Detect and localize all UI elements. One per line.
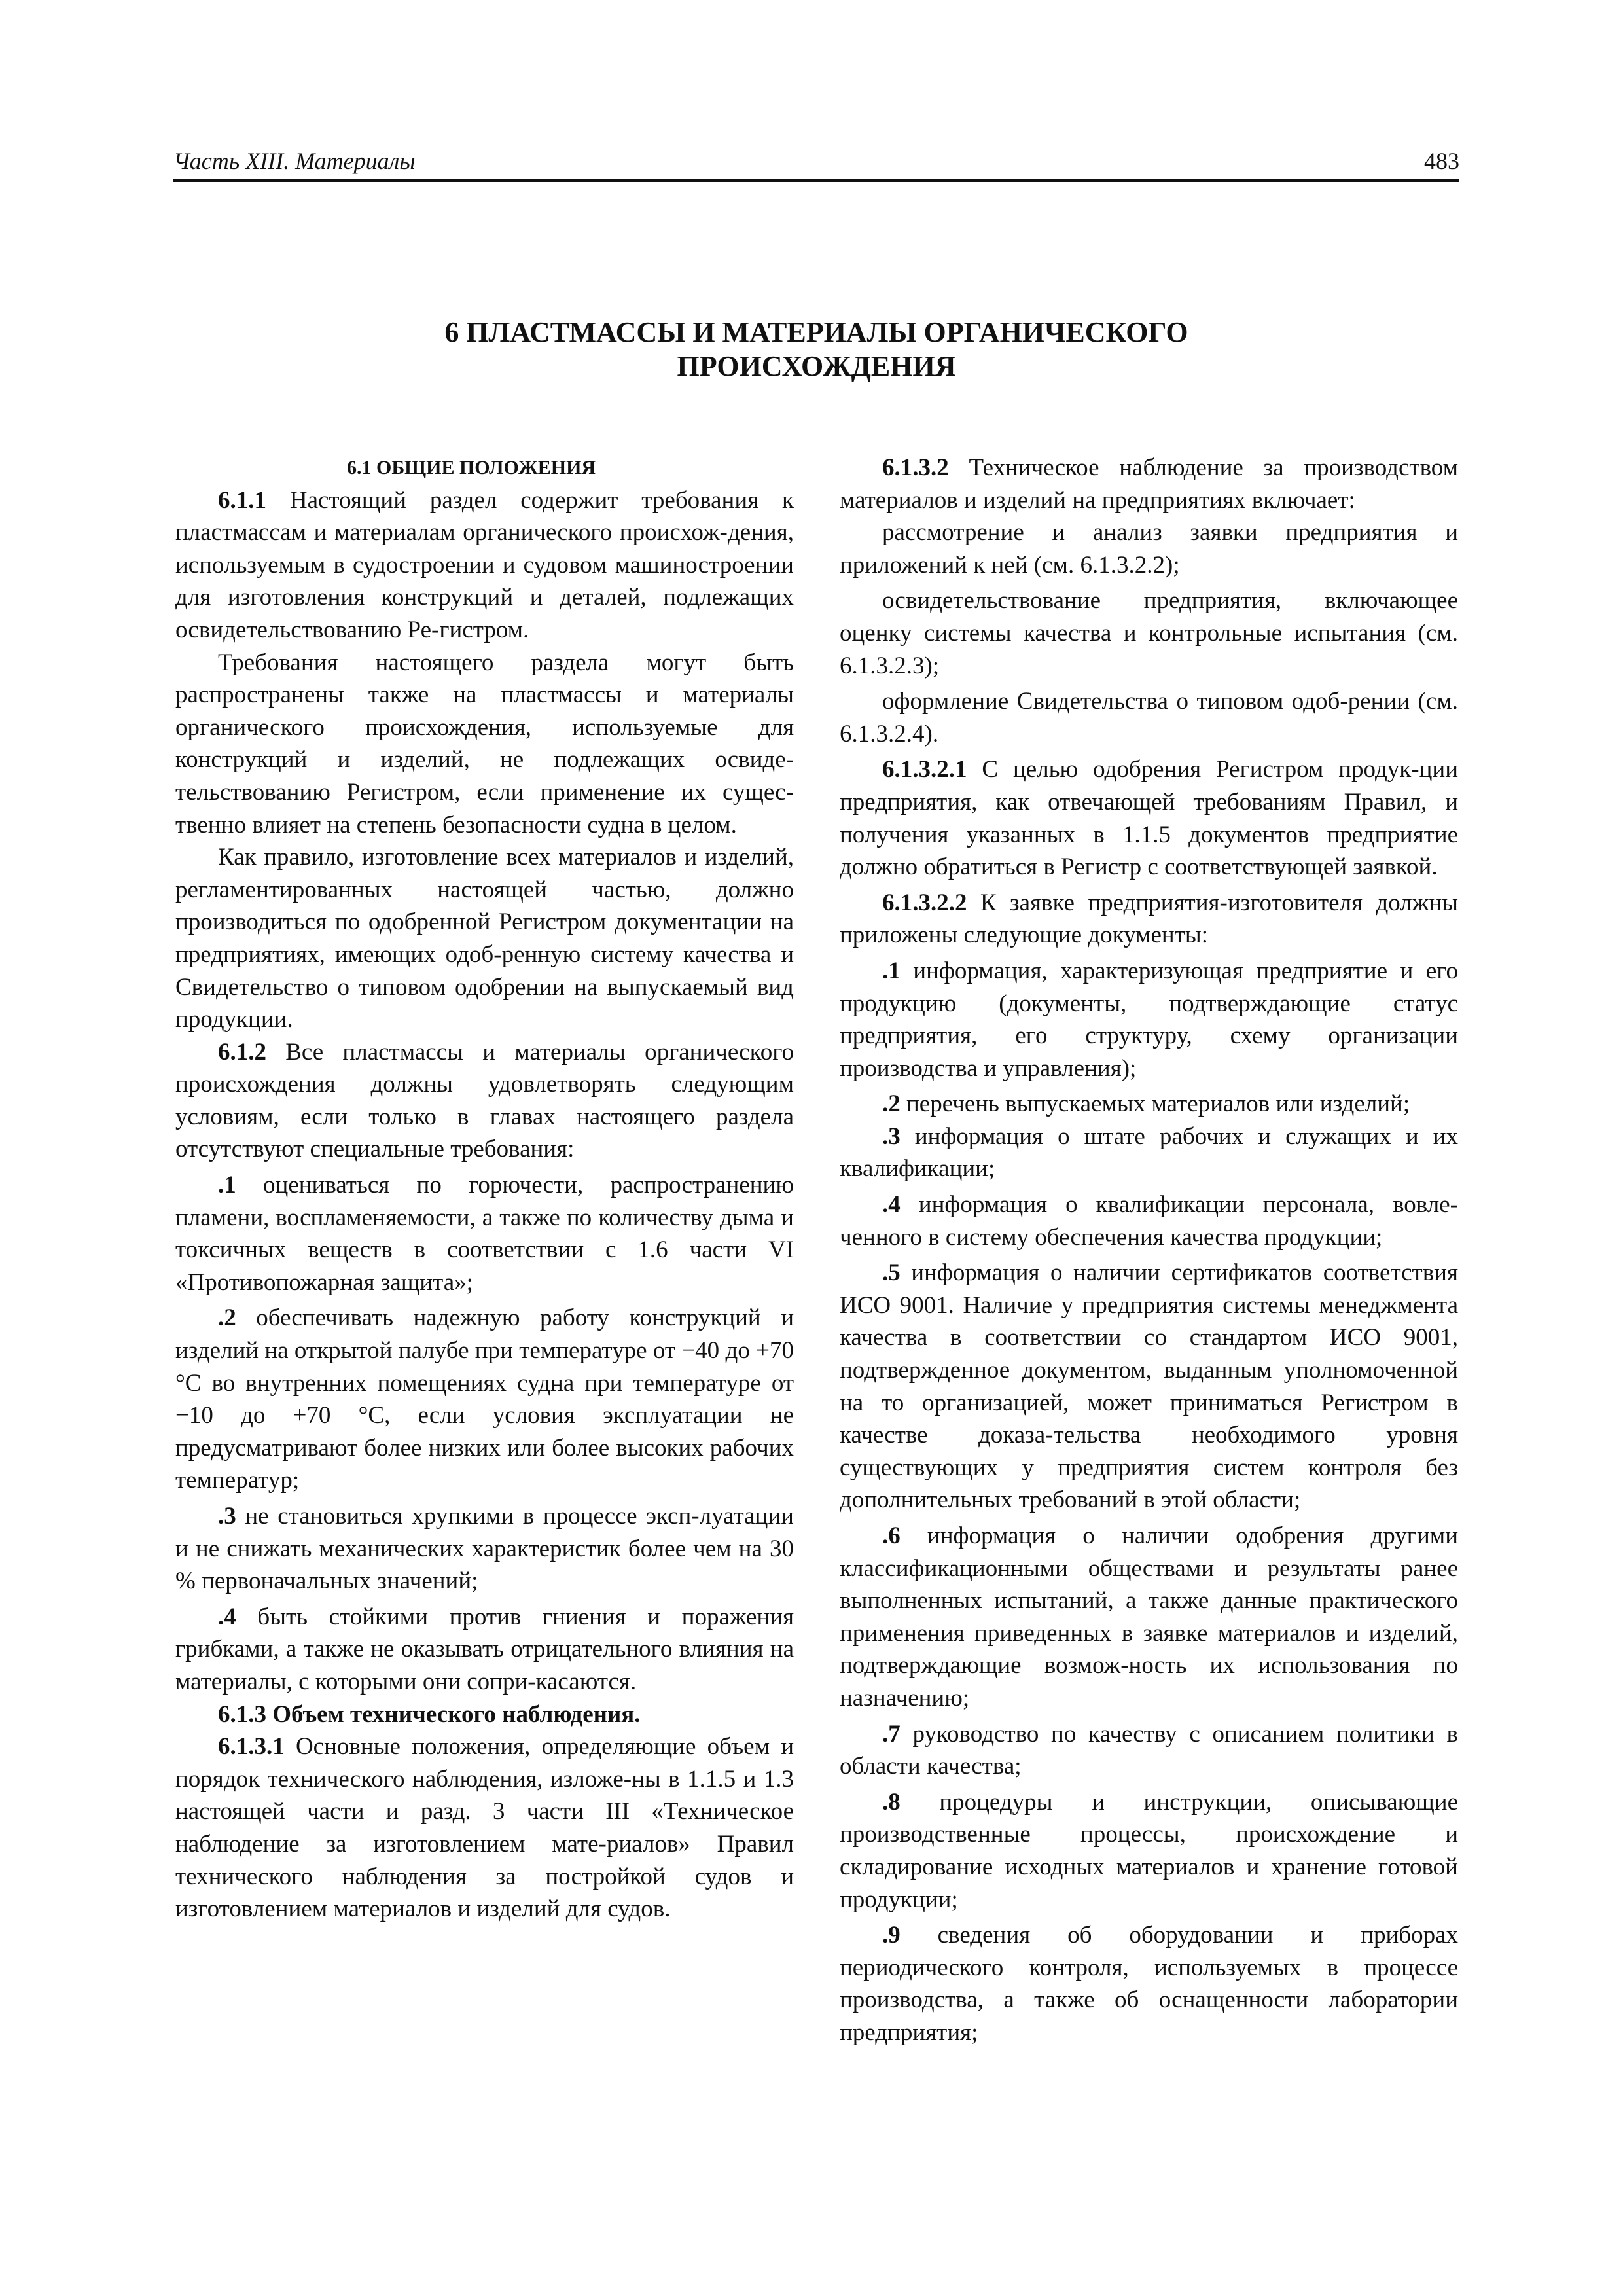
item-number: .7 xyxy=(882,1720,901,1748)
paragraph-6-1-3-1 xyxy=(175,1731,794,1926)
list-item xyxy=(840,1088,1458,1121)
list-item xyxy=(840,1786,1458,1916)
paragraph: оформление Свидетельства о типовом одоб-рении (см. 6.1.3.2.4). xyxy=(840,688,1458,747)
list-item xyxy=(840,1718,1458,1783)
paragraph-text: К заявке предприятия-изготовителя должны приложены следующие документы: xyxy=(840,889,1458,949)
item-number: .2 xyxy=(882,1090,901,1118)
item-text: перечень выпускаемых материалов или изделий; xyxy=(900,1090,1410,1118)
item-number: .1 xyxy=(218,1172,236,1199)
clause-number: 6.1.3.1 xyxy=(218,1733,285,1761)
clause-number: 6.1.3.2.1 xyxy=(882,756,967,783)
running-header xyxy=(173,140,1459,182)
item-text: процедуры и инструкции, описывающие производственные процессы, происхождение и складирование исходных материалов и хранение готовой продукции; xyxy=(840,1788,1458,1913)
paragraph: рассмотрение и анализ заявки предприятия и приложений к ней (см. 6.1.3.2.2); xyxy=(840,519,1458,579)
item-text: сведения об оборудовании и приборах периодического контроля, используемых в процессе производства, а также об оснащенности лаборатории предприятия; xyxy=(840,1922,1458,2046)
paragraph-6-1-2 xyxy=(175,1036,794,1166)
item-text: оцениваться по горючести, распространению пламени, воспламеняемости, а также по количеству дыма и токсичных веществ в соответствии с 1.6 части VI «Противопожарная защита»; xyxy=(175,1172,794,1296)
paragraph: Требования настоящего раздела могут быть распространены также на пластмассы и материалы органического происхождения, используемые для конструкций и изделий, не подлежащих освиде-тельствованию Регистром, если применение их сущес-твенно влияет на степень безопасности судна в целом. xyxy=(175,649,794,838)
chapter-title-line-2: ПРОИСХОЖДЕНИЯ xyxy=(677,350,956,382)
item-text: быть стойкими против гниения и поражения грибками, а также не оказывать отрицательного влияния на материалы, с которыми они сопри-касаются. xyxy=(175,1603,794,1695)
clause-number: 6.1.2 xyxy=(218,1038,266,1066)
item-text: обеспечивать надежную работу конструкций и изделий на открытой палубе при температуре от −40 до +70 °С во внутренних помещениях судна при температуре от −10 до +70 °С, если условия эксплуатации не предусматривают более низких или более высоких рабочих температур; xyxy=(175,1304,794,1494)
item-number: .1 xyxy=(882,957,901,984)
paragraph: освидетельствование предприятия, включающее оценку системы качества и контрольные испытания (см. 6.1.3.2.3); xyxy=(840,587,1458,679)
item-number: .3 xyxy=(218,1503,236,1530)
list-item xyxy=(840,1257,1458,1516)
paragraph-text: Основные положения, определяющие объем и порядок технического наблюдения, изложе-ны в 1.1.5 и 1.3 настоящей части и разд. 3 части III «Техническое наблюдение за изготовлением мате-риалов» Правил технического наблюдения за постройкой судов и изготовлением материалов и изделий для судов. xyxy=(175,1733,794,1923)
paragraph-text: С целью одобрения Регистром продук-ции предприятия, как отвечающей требованиям Правил, и получения указанных в 1.1.5 документов предприятие должно обратиться в Регистр с соответствующей заявкой. xyxy=(840,756,1458,881)
paragraph-text: Техническое наблюдение за производством материалов и изделий на предприятиях включает: xyxy=(840,454,1458,514)
clause-number: 6.1.3.2 xyxy=(882,454,949,481)
clause-number: 6.1.3.2.2 xyxy=(882,889,967,916)
item-text: информация о наличии одобрения другими классификационными обществами и результаты ранее выполненных испытаний, а также данные практического применения приведенных в заявке материалов и изделий, подтверждающие возмож-ность их использования по назначению; xyxy=(840,1522,1458,1712)
left-column xyxy=(175,452,794,1926)
subsection-heading-6-1-3: 6.1.3 Объем технического наблюдения. xyxy=(218,1700,641,1728)
item-text: не становиться хрупкими в процессе эксп-луатации и не снижать механических характеристик более чем на 30 % первоначальных значений; xyxy=(175,1503,794,1595)
running-header-part-title: Часть XIII. Материалы xyxy=(173,148,416,174)
paragraph: Как правило, изготовление всех материалов и изделий, регламентированных настоящей частью, должно производиться по одобренной Регистром документации на предприятиях, имеющих одоб-ренную систему качества и Свидетельство о типовом одобрении на выпускаемый вид продукции. xyxy=(175,844,794,1033)
list-item xyxy=(175,1500,794,1598)
item-text: информация о наличии сертификатов соответствия ИСО 9001. Наличие у предприятия системы менеджмента качества в соответствии со стандартом ИСО 9001, подтвержденное документом, выданным уполномоченной на то организацией, может приниматься Регистром в качестве доказа-тельства необходимого уровня существующих у предприятия систем контроля без дополнительных требований в этой области; xyxy=(840,1259,1458,1514)
list-item xyxy=(175,1302,794,1497)
item-number: .6 xyxy=(882,1522,901,1549)
list-item xyxy=(175,1601,794,1698)
paragraph-text: Все пластмассы и материалы органического происхождения должны удовлетворять следующим условиям, если только в главах настоящего раздела отсутствуют специальные требования: xyxy=(175,1038,794,1163)
list-item xyxy=(175,1169,794,1299)
chapter-title-line-1: 6 ПЛАСТМАССЫ И МАТЕРИАЛЫ ОРГАНИЧЕСКОГО xyxy=(444,316,1188,348)
list-item xyxy=(840,1520,1458,1715)
item-text: информация о штате рабочих и служащих и их квалификации; xyxy=(840,1122,1458,1183)
page-number: 483 xyxy=(1424,148,1459,174)
list-item xyxy=(840,1919,1458,2049)
list-item xyxy=(840,1189,1458,1253)
item-number: .5 xyxy=(882,1259,901,1287)
list-item xyxy=(840,1121,1458,1185)
item-number: .8 xyxy=(882,1788,901,1816)
paragraph-6-1-3-2 xyxy=(840,452,1458,516)
item-number: .4 xyxy=(218,1603,236,1630)
section-heading-6-1: 6.1 ОБЩИЕ ПОЛОЖЕНИЯ xyxy=(347,457,596,478)
item-text: руководство по качеству с описанием политики в области качества; xyxy=(840,1720,1458,1780)
paragraph-6-1-3-2-1 xyxy=(840,753,1458,883)
right-column xyxy=(840,452,1458,2049)
paragraph-6-1-3-2-2 xyxy=(840,887,1458,952)
item-text: информация, характеризующая предприятие и его продукцию (документы, подтверждающие статус предприятия, его структуру, схему организации производства и управления); xyxy=(840,957,1458,1082)
item-number: .2 xyxy=(218,1304,236,1332)
item-number: .4 xyxy=(882,1191,901,1219)
chapter-title xyxy=(173,315,1459,384)
list-item xyxy=(840,955,1458,1085)
item-text: информация о квалификации персонала, вовле-ченного в систему обеспечения качества продукции; xyxy=(840,1191,1458,1251)
paragraph-6-1-1 xyxy=(175,484,794,647)
paragraph-text: Настоящий раздел содержит требования к пластмассам и материалам органического происхож-дения, используемым в судостроении и судовом машиностроении для изготовления конструкций и деталей, подлежащих освидетельствованию Ре-гистром. xyxy=(175,486,794,643)
clause-number: 6.1.1 xyxy=(218,486,266,514)
item-number: .9 xyxy=(882,1922,901,1949)
item-number: .3 xyxy=(882,1122,901,1150)
